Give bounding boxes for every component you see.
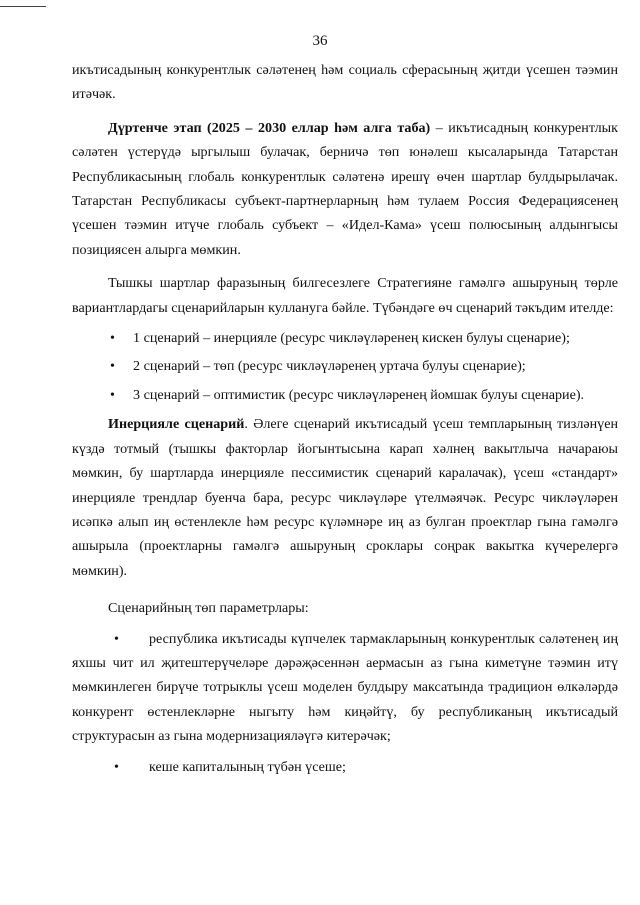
fourth-stage-heading: Дүртенче этап (2025 – 2030 еллар һәм алга таба) bbox=[108, 119, 431, 136]
list-item bbox=[72, 326, 618, 350]
inertial-scenario-heading: Инерцияле сценарий bbox=[108, 416, 245, 433]
paragraph-parameters-intro: Сценарийның төп параметрлары: bbox=[108, 600, 309, 617]
paragraph-fourth-stage bbox=[72, 116, 618, 262]
parameter-text: республика икътисады күпчелек тармакларының конкурентлык сәләтенең иң яхшы чит ил җитештерүчеләре дәрәҗәсеннән аермасын аз гына киметүне тәэмин итү мөмкинлеген бирүче тотрыклы үсеш моделен булдыру максатында традицион өлкәләрдә конкурент өстенлекләрне ныгыту һәм киңәйтү, бу республиканың икътисадый структурасын аз гына модернизацияләүгә китерәчәк; bbox=[72, 630, 618, 745]
inertial-scenario-text: . Әлеге сценарий икътисадый үсеш темпларының тизләнүен күздә тотмый (тышкы факторлар йогынтысына карап хәлнең вакытлыча начараюы мөмкин, бу шартларда инерцияле пессимистик сценарий каралачак), үсеш «стандарт» инерцияле трендлар буенча бара, ресурс чикләүләре үтелмәячәк. Ресурс чикләүләрен исәпкә алып иң өстенлекле һәм ресурс күләмнәре иң аз булган проектлар гына гамәлгә ашырыла (проектларны гамәлгә ашыруның сроклары соңрак вакытка күчерелергә мөмкин). bbox=[72, 416, 618, 579]
scenario-text: 2 сценарий – төп (ресурс чикләүләренең уртача булуы сценарие); bbox=[133, 358, 526, 375]
list-item bbox=[72, 755, 618, 779]
bullet-icon: • bbox=[114, 630, 119, 647]
scenario-list bbox=[72, 326, 618, 407]
scenario-text: 1 сценарий – инерцияле (ресурс чикләүләренең кискен булуы сценарие); bbox=[133, 330, 570, 347]
paragraph-continuation: икътисадының конкурентлык сәләтенең һәм социаль сферасының җитди үсешен тәэмин итәчәк. bbox=[72, 62, 618, 103]
list-item bbox=[72, 627, 618, 749]
fourth-stage-text: – икътисадның конкурентлык сәләтен үстерүдә ыргылыш булачак, берничә төп юнәлеш кысаларында Татарстан Республикасының глобаль конкурентлык сәләтенә ирешү өчен шартлар булдырылачак. Татарстан Республикасы субъект-партнерларның һәм тулаем Россия Федерациясенең үсешен тәэмин итүче глобаль субъект – «Идел-Кама» үсеш полюсының алдынгысы позициясен алырга мөмкин. bbox=[72, 119, 618, 258]
bullet-icon: • bbox=[110, 386, 115, 403]
bullet-icon: • bbox=[110, 358, 115, 375]
bullet-icon: • bbox=[110, 330, 115, 347]
scenario-text: 3 сценарий – оптимистик (ресурс чикләүләренең йомшак булуы сценарие). bbox=[133, 386, 585, 403]
top-rule bbox=[0, 6, 46, 7]
bullet-icon: • bbox=[114, 758, 119, 775]
list-item bbox=[72, 383, 618, 407]
document-body bbox=[72, 58, 618, 779]
paragraph-uncertainty: Тышкы шартлар фаразының билгесезлеге Стратегияне гамәлгә ашыруның төрле вариантлардагы сценарийларын куллануга бәйле. Түбәндәге өч сценарий тәкъдим ителде: bbox=[72, 275, 618, 316]
paragraph-inertial-scenario bbox=[72, 412, 618, 583]
parameter-text: кеше капиталының түбән үсеше; bbox=[149, 758, 346, 775]
list-item bbox=[72, 354, 618, 378]
page-number: 36 bbox=[312, 33, 328, 49]
